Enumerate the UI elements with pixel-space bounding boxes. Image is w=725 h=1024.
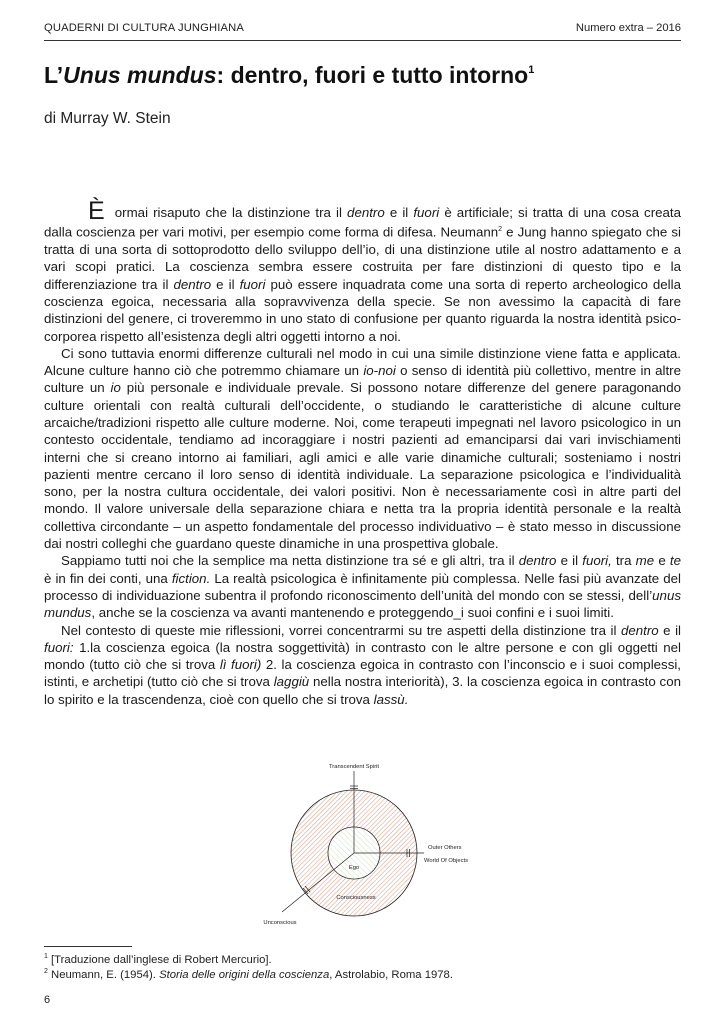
text-run: Nel contesto di queste mie riflessioni, vorrei concentrarmi su tre aspetti della distinzione tra il <box>61 622 621 638</box>
italic-run: Storia delle origini della coscienza <box>159 968 330 981</box>
text-run: La realtà psicologica è infinitamente più complessa. Nelle fasi più avanzate del processo di individuazione subentra il profondo riconoscimento dell’unità del mondo con se stessi, dell’ <box>44 570 681 603</box>
text-run: ormai risaputo che la distinzione tra il <box>109 205 348 220</box>
italic-run: laggiù <box>273 674 310 690</box>
text-run: [Traduzione dall’inglese di Robert Mercurio]. <box>47 953 272 966</box>
article-title <box>44 62 534 89</box>
article-body <box>44 197 682 708</box>
text-run: 2. la coscienza egoica in contrasto con l’inconscio e i suoi complessi, istinti, e archetipi (tutto ciò che si trova <box>44 657 681 690</box>
label-outer-others: Outer Others <box>428 845 462 851</box>
italic-run: lì fuori) <box>219 657 262 673</box>
italic-run: me <box>635 553 655 569</box>
text-run: Neumann, E. (1954). <box>47 968 160 981</box>
body-paragraph <box>44 622 681 708</box>
title-rest: : dentro, fuori e tutto intorno <box>216 62 529 88</box>
text-run: e il <box>211 276 240 292</box>
text-run: e il <box>658 622 681 638</box>
footnote-rule <box>44 946 132 947</box>
text-run: , Astrolabio, Roma 1978. <box>329 968 453 981</box>
text-run: nella nostra interiorità), 3. la coscienza egoica in contrasto con lo spirito e la trascendenza, cioè con quello che si trova <box>44 674 681 707</box>
title-footnote-ref: 1 <box>528 64 535 77</box>
footnote-number: 1 <box>44 953 48 960</box>
text-run: tra <box>611 553 636 569</box>
italic-run: io-noi <box>363 363 396 379</box>
italic-run: unus mundus <box>44 587 681 621</box>
italic-run: io <box>110 380 121 396</box>
title-prefix: L’ <box>44 62 64 88</box>
label-transcendent-spirit: Transcendent Spirit <box>328 764 380 770</box>
footnote-2 <box>44 968 453 981</box>
italic-run: te <box>669 553 681 569</box>
journal-name: QUADERNI DI CULTURA JUNGHIANA <box>44 22 244 34</box>
italic-run: lassù. <box>373 691 409 707</box>
text-run: e Jung hanno spiegato che si tratta di una sorta di sottoprodotto dello sviluppo dell’io, di una distinzione utile al nostro adattamento e a vari scopi pratici. La coscienza sembra essere costruita per fare distinzioni di questo tipo e la differenziazione tra il <box>44 224 681 292</box>
italic-run: dentro <box>173 276 212 292</box>
italic-run: fiction. <box>171 570 211 586</box>
text-run: Sappiamo tutti noi che la semplice ma netta distinzione tra sé e gli altri, tra il <box>61 553 519 569</box>
text-run: e il <box>556 553 583 569</box>
text-run: più personale e individuale prevale. Si possono notare differenze del genere paragonando culture orientali con realtà culturali dell’occidente, o studiando le caratteristiche di alcune culture arcaiche/tradizioni rispetto alle culture moderne. Noi, come terapeuti impegnati nel lavoro psicologico in un contesto occidentale, tendiamo ad incoraggiare i nostri pazienti ad emanciparsi dai vari invischiamenti interni che si creano intorno ai familiari, agli amici e alle varie dinamiche culturali; sosteniamo i nostri pazienti mentre cercano il loro senso di identità individuale. La separazione psicologica e l’individualità sono, per la nostra cultura occidentale, dei valori positivi. Non è necessariamente così in altre parti del mondo. Il valore universale della separazione chiara e netta tra la propria identità personale e la realtà collettiva circondante – un aspetto fondamentale del processo individuativo – è stato messo in discussione dai nostri colleghi che guardano queste dinamiche in una prospettiva globale. <box>44 380 681 552</box>
italic-run: fuori <box>239 276 266 292</box>
footnote-number: 2 <box>44 968 48 975</box>
body-paragraph <box>44 345 681 553</box>
text-run: può essere inquadrata come una sorta di reperto archeologico della coscienza egoica, necessaria alla sopravvivenza della specie. Se non avessimo la capacità di fare distinzioni del genere, ci troveremmo in uno stato di confusione per quanto riguarda la nostra identità psico-corporea rispetto all’esistenza degli altri oggetti intorno a noi. <box>44 276 681 344</box>
text-run: Ci sono tuttavia enormi differenze culturali nel modo in cui una simile distinzione viene fatta e applicata. Alcune culture hanno ciò che potremmo chiamare un <box>44 345 681 379</box>
page-number: 6 <box>44 994 51 1006</box>
article-author: di Murray W. Stein <box>44 110 171 127</box>
italic-run: dentro <box>620 622 659 638</box>
body-paragraph <box>44 552 681 621</box>
psyche-diagram <box>262 758 482 930</box>
footnote-1 <box>44 953 272 966</box>
italic-run: fuori, <box>582 553 612 569</box>
text-run: 1.la coscienza egoica (la nostra soggettività) in contrasto con le altre persone e con gli oggetti nel mondo (tutto ciò che si trova <box>44 639 681 673</box>
title-italic: Unus mundus <box>63 62 217 88</box>
running-header <box>44 22 681 41</box>
italic-run: fuori <box>413 205 440 220</box>
italic-run: dentro <box>347 205 385 220</box>
issue-label: Numero extra – 2016 <box>575 22 681 34</box>
label-consciousness: Consciousness <box>336 895 376 901</box>
footnote-ref: 2 <box>498 226 503 234</box>
label-ego: Ego <box>348 865 360 871</box>
text-run: e il <box>384 205 414 220</box>
drop-cap: È <box>88 197 105 225</box>
text-run: e <box>654 553 670 569</box>
italic-run: dentro <box>518 553 557 569</box>
label-unconscious: Unconscious <box>263 920 297 926</box>
text-run: , anche se la coscienza va avanti mantenendo e proteggendo_i suoi confini e i suoi limiti. <box>91 605 614 621</box>
text-run: è artificiale; si tratta di una cosa creata dalla coscienza per vari motivi, per esempio come forma di difesa. Neumann <box>44 205 682 240</box>
body-paragraph <box>44 197 682 345</box>
text-run: o senso di identità più collettivo, mentre in altre culture un <box>44 363 681 396</box>
italic-run: fuori: <box>44 639 74 655</box>
text-run: è in fin dei conti, una <box>44 570 172 586</box>
label-world-of-objects: World Of Objects <box>424 858 469 864</box>
